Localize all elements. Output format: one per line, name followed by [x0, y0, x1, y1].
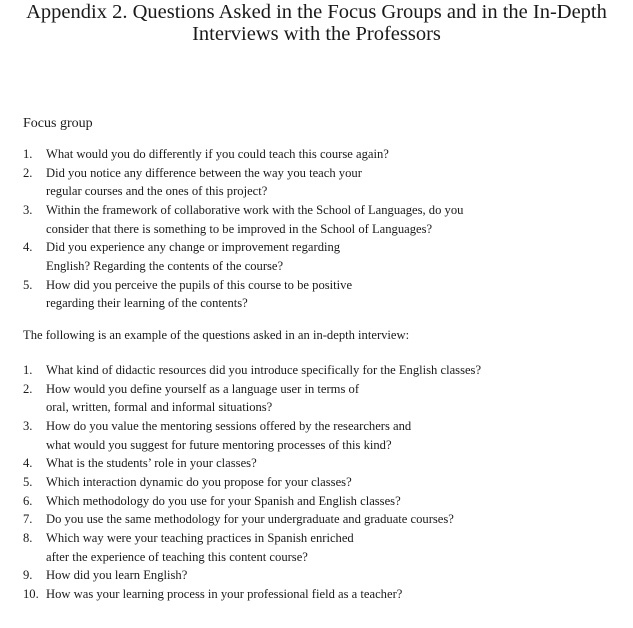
question-number: 2.	[23, 165, 33, 180]
question-item	[0, 238, 463, 275]
question-text-line: what would you suggest for future mentoring processes of this kind?	[46, 437, 392, 452]
question-text-line: What kind of didactic resources did you introduce specifically for the English classes?	[46, 363, 482, 377]
question-text-line: Which methodology do you use for your Spanish and English classes?	[46, 493, 401, 508]
question-text-line: after the experience of teaching this content course?	[46, 549, 308, 564]
question-text-line: Within the framework of collaborative work with the School of Languages, do you	[46, 202, 464, 217]
question-number: 4.	[23, 240, 33, 255]
interview-intro-text: The following is an example of the questions asked in an in-depth interview:	[23, 328, 410, 342]
question-text-line: regular courses and the ones of this project?	[46, 184, 268, 199]
question-item	[0, 529, 481, 566]
question-text-line: regarding their learning of the contents?	[46, 296, 248, 311]
question-text-line: How would you define yourself as a language user in terms of	[46, 381, 360, 396]
question-number: 9.	[23, 568, 33, 583]
interview-question-list	[0, 361, 481, 604]
page-title-line-2: Interviews with the Professors	[192, 23, 441, 45]
question-item	[0, 510, 481, 529]
question-number: 8.	[23, 530, 33, 545]
question-item	[0, 201, 463, 238]
question-text-line: consider that there is something to be improved in the School of Languages?	[46, 221, 433, 236]
question-number: 4.	[23, 456, 33, 471]
question-number: 3.	[23, 202, 33, 217]
question-number: 1.	[23, 363, 33, 377]
question-text-line: English? Regarding the contents of the course?	[46, 258, 284, 273]
question-number: 6.	[23, 493, 33, 508]
question-text-line: Which way were your teaching practices in Spanish enriched	[46, 530, 354, 545]
focus-group-heading: Focus group	[23, 116, 93, 131]
question-item	[0, 417, 481, 454]
question-item	[0, 380, 481, 417]
question-text-line: How do you value the mentoring sessions offered by the researchers and	[46, 418, 412, 433]
question-text-line: Did you experience any change or improvement regarding	[46, 240, 341, 255]
question-item	[0, 276, 463, 313]
question-item	[0, 566, 481, 585]
question-number: 5.	[23, 277, 33, 292]
question-text-line: oral, written, formal and informal situations?	[46, 400, 273, 415]
question-number: 5.	[23, 474, 33, 489]
question-number: 7.	[23, 512, 33, 527]
focus-group-question-list	[0, 145, 463, 313]
question-item	[0, 585, 481, 604]
question-text-line: How did you learn English?	[46, 568, 188, 583]
question-number: 10.	[23, 586, 39, 601]
question-text-line: What is the students’ role in your classes?	[46, 456, 257, 471]
question-text-line: How was your learning process in your professional field as a teacher?	[46, 586, 403, 601]
question-item	[0, 361, 481, 380]
question-number: 2.	[23, 381, 33, 396]
question-item	[0, 145, 463, 164]
question-text-line: Do you use the same methodology for your undergraduate and graduate courses?	[46, 512, 454, 527]
question-text-line: What would you do differently if you could teach this course again?	[46, 147, 389, 161]
question-item	[0, 492, 481, 511]
question-text-line: Which interaction dynamic do you propose for your classes?	[46, 474, 352, 489]
page-title-line-1: Appendix 2. Questions Asked in the Focus Groups and in the In-Depth	[26, 1, 607, 23]
question-number: 1.	[23, 147, 33, 161]
question-item	[0, 473, 481, 492]
question-text-line: Did you notice any difference between the way you teach your	[46, 165, 362, 180]
question-item	[0, 164, 463, 201]
question-item	[0, 454, 481, 473]
question-text-line: How did you perceive the pupils of this course to be positive	[46, 277, 353, 292]
question-number: 3.	[23, 418, 33, 433]
